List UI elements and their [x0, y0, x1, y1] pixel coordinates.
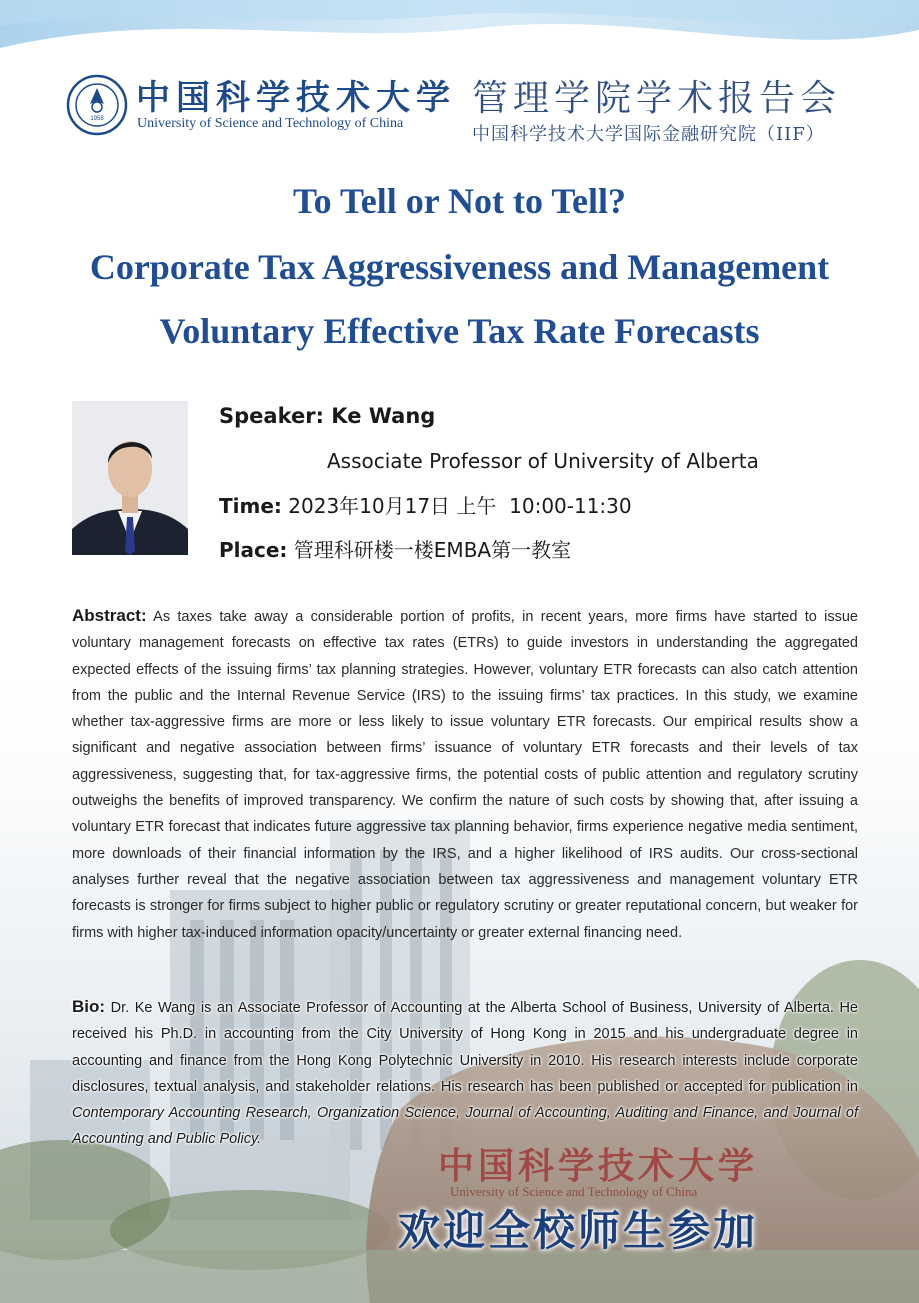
header-wave-decoration	[0, 0, 919, 70]
time-line	[219, 490, 632, 519]
place-line	[219, 534, 571, 563]
time-value: 2023年10月17日 上午 10:00-11:30	[288, 494, 632, 518]
rock-inscription-cn: 中国科学技术大学	[438, 1145, 759, 1187]
event-subtitle: 中国科学技术大学国际金融研究院（IIF）	[472, 124, 825, 145]
bio-label: Bio:	[72, 997, 106, 1016]
welcome-slogan: 欢迎全校师生参加	[398, 1206, 759, 1255]
bio-journals: Contemporary Accounting Research, Organization Science, Journal of Accounting, Auditing and Finance, and Journal of Accounting and Public Policy.	[72, 1105, 858, 1148]
bio-paragraph	[72, 994, 858, 1153]
university-name-en: University of Science and Technology of China	[137, 116, 404, 131]
event-title: 管理学院学术报告会	[472, 78, 842, 119]
speaker-line	[219, 404, 435, 428]
abstract-label: Abstract:	[72, 606, 147, 625]
speaker-photo	[72, 401, 188, 555]
emblem-year: 1958	[90, 116, 104, 122]
university-emblem-icon	[66, 74, 128, 136]
abstract-text: As taxes take away a considerable portion of profits, in recent years, more firms have started to issue voluntary management forecasts on effective tax rates (ETRs) to guide investors in understanding the aggregated expected effects of the issuing firms’ tax planning strategies. However, voluntary ETR forecasts can also catch attention from the public and the Internal Revenue Service (IRS) to the issuing firms’ tax practices. In this study, we examine whether tax-aggressive firms are more or less likely to issue voluntary ETR forecasts. Our empirical results show a significant and negative association between firms’ issuance of voluntary ETR forecasts and their levels of tax aggressiveness, suggesting that, for tax-aggressive firms, the potential costs of public attention and regulatory scrutiny outweighs the benefits of improved transparency. We confirm the nature of such costs by showing that, after issuing a voluntary ETR forecast that indicates future aggressive tax planning behavior, firms experience negative media sentiment, more downloads of their financial information by the IRS, and a higher likelihood of IRS audits. Our cross-sectional analyses further reveal that the negative association between tax aggressiveness and management voluntary ETR forecasts is stronger for firms subject to higher public or regulatory scrutiny or greater reputational concern, but weaker for firms with higher tax-induced information opacity/uncertainty or greater external financing need.	[72, 609, 858, 941]
speaker-affiliation: Associate Professor of University of Alberta	[327, 449, 759, 473]
time-label: Time:	[219, 494, 282, 518]
university-name-cn: 中国科学技术大学	[136, 78, 456, 118]
speaker-name: Ke Wang	[331, 404, 436, 428]
talk-title-line3: Voluntary Effective Tax Rate Forecasts	[159, 311, 760, 351]
bio-text: Dr. Ke Wang is an Associate Professor of Accounting at the Alberta School of Business, University of Alberta. He received his Ph.D. in accounting from the City University of Hong Kong in 2015 and his undergraduate degree in accounting and finance from the Hong Kong Polytechnic University in 2010. His research interests include corporate disclosures, textual analysis, and stakeholder relations. His research has been published or accepted for publication in	[72, 1000, 858, 1095]
talk-title-line1: To Tell or Not to Tell?	[292, 181, 627, 221]
abstract-paragraph	[72, 603, 858, 946]
place-value: 管理科研楼一楼EMBA第一教室	[293, 538, 572, 562]
speaker-label: Speaker:	[219, 404, 324, 428]
rock-inscription-en: University of Science and Technology of China	[450, 1184, 698, 1199]
talk-title-line2: Corporate Tax Aggressiveness and Management	[89, 247, 830, 287]
place-label: Place:	[219, 538, 288, 562]
